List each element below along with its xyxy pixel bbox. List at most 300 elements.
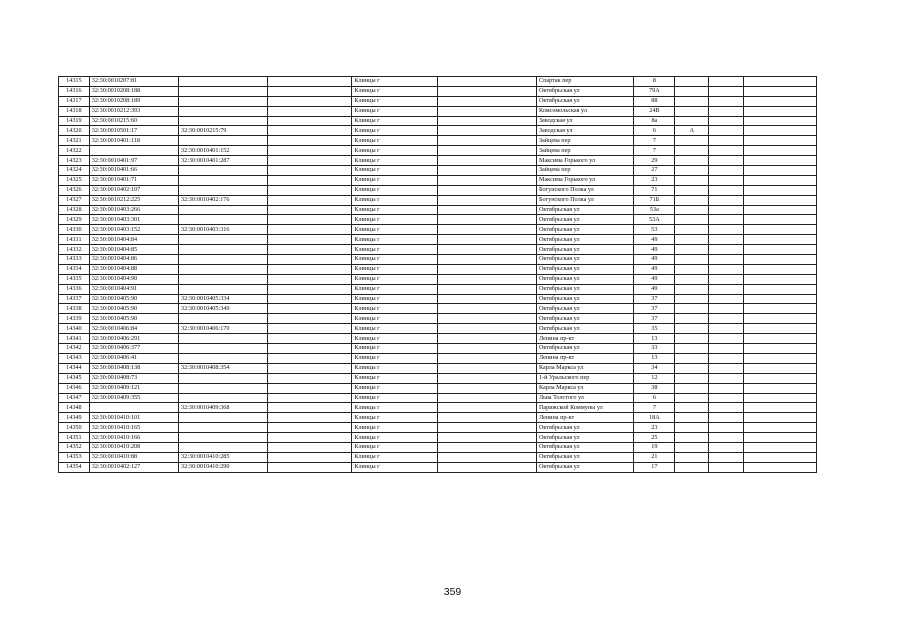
cell-house-number: 53а [634, 205, 675, 215]
cell-settlement-part [438, 126, 536, 136]
cell-street: Октябрьская ул [536, 442, 633, 452]
cell-district [268, 413, 352, 423]
cell-street: Зайцева пер [536, 146, 633, 156]
table-row [59, 363, 817, 373]
cell-apartment [709, 344, 744, 354]
cell-linked-cadastral-number: 32:30:0010215:79 [179, 126, 268, 136]
cell-house-number: 53А [634, 215, 675, 225]
cell-district [268, 274, 352, 284]
cell-apartment [709, 185, 744, 195]
cell-cadastral-number: 32:30:0010408:138 [89, 363, 178, 373]
cell-building-letter [675, 294, 709, 304]
cell-house-number: 6 [634, 126, 675, 136]
cell-street: Октябрьская ул [536, 205, 633, 215]
cell-street: Парижской Коммуны ул [536, 403, 633, 413]
cell-cadastral-number: 32:30:0010501:17 [89, 126, 178, 136]
cell-linked-cadastral-number [179, 373, 268, 383]
cell-row-number: 14351 [59, 433, 90, 443]
cell-settlement-part [438, 433, 536, 443]
cell-building-letter [675, 136, 709, 146]
cell-cadastral-number: 32:30:0010401:71 [89, 175, 178, 185]
cell-settlement-part [438, 195, 536, 205]
table-row [59, 136, 817, 146]
cell-street: Заводская ул [536, 126, 633, 136]
cell-street: Спартак пер [536, 77, 633, 87]
cell-apartment [709, 86, 744, 96]
cell-district [268, 334, 352, 344]
cell-empty [744, 264, 817, 274]
cell-cadastral-number: 32:30:0010410:208 [89, 442, 178, 452]
cell-locality: Клинцы г [352, 294, 438, 304]
cell-cadastral-number: 32:30:0010406:41 [89, 353, 178, 363]
cell-house-number: 7 [634, 403, 675, 413]
cell-district [268, 146, 352, 156]
cell-settlement-part [438, 255, 536, 265]
cell-apartment [709, 215, 744, 225]
cell-house-number: 49 [634, 274, 675, 284]
cell-street: Октябрьская ул [536, 264, 633, 274]
cell-settlement-part [438, 334, 536, 344]
cell-street: Зайцева пер [536, 136, 633, 146]
cell-locality: Клинцы г [352, 433, 438, 443]
cell-linked-cadastral-number: 32:30:0010408:354 [179, 363, 268, 373]
cell-linked-cadastral-number [179, 175, 268, 185]
cell-settlement-part [438, 235, 536, 245]
cell-building-letter [675, 284, 709, 294]
cell-district [268, 156, 352, 166]
cell-linked-cadastral-number [179, 284, 268, 294]
cell-street: Октябрьская ул [536, 423, 633, 433]
cell-house-number: 35 [634, 324, 675, 334]
cell-house-number: 27 [634, 166, 675, 176]
cell-settlement-part [438, 423, 536, 433]
cell-building-letter [675, 245, 709, 255]
cell-empty [744, 274, 817, 284]
cell-cadastral-number [89, 403, 178, 413]
cell-house-number: 23 [634, 423, 675, 433]
cell-locality: Клинцы г [352, 462, 438, 472]
cell-locality: Клинцы г [352, 452, 438, 462]
cell-apartment [709, 334, 744, 344]
cell-street: Ленина пр-кт [536, 413, 633, 423]
cell-row-number: 14350 [59, 423, 90, 433]
cell-house-number: 34 [634, 363, 675, 373]
table-row [59, 413, 817, 423]
cell-building-letter [675, 452, 709, 462]
cell-apartment [709, 235, 744, 245]
cell-settlement-part [438, 413, 536, 423]
cell-district [268, 225, 352, 235]
cell-building-letter [675, 393, 709, 403]
table-row [59, 146, 817, 156]
cell-settlement-part [438, 304, 536, 314]
cell-house-number: 17 [634, 462, 675, 472]
cell-house-number: 49 [634, 264, 675, 274]
cell-district [268, 462, 352, 472]
cell-street: Ленина пр-кт [536, 334, 633, 344]
cell-apartment [709, 166, 744, 176]
cell-settlement-part [438, 225, 536, 235]
cell-cadastral-number: 32:30:0010215:60 [89, 116, 178, 126]
table-row [59, 235, 817, 245]
cell-linked-cadastral-number: 32:30:0010405:334 [179, 294, 268, 304]
cell-building-letter [675, 433, 709, 443]
cell-apartment [709, 255, 744, 265]
cell-linked-cadastral-number: 32:30:0010401:287 [179, 156, 268, 166]
cell-empty [744, 304, 817, 314]
cell-linked-cadastral-number [179, 185, 268, 195]
cell-cadastral-number: 32:30:0010404:84 [89, 235, 178, 245]
cell-settlement-part [438, 462, 536, 472]
cell-cadastral-number: 32:30:0010212:393 [89, 106, 178, 116]
cell-cadastral-number: 32:30:0010405:90 [89, 314, 178, 324]
cell-street: 1-й Уральского пер [536, 373, 633, 383]
cell-locality: Клинцы г [352, 274, 438, 284]
cell-row-number: 14324 [59, 166, 90, 176]
cell-linked-cadastral-number [179, 334, 268, 344]
table-row [59, 462, 817, 472]
cell-linked-cadastral-number [179, 264, 268, 274]
cell-locality: Клинцы г [352, 215, 438, 225]
register-table [58, 76, 817, 473]
cell-apartment [709, 264, 744, 274]
cell-building-letter [675, 324, 709, 334]
cell-district [268, 373, 352, 383]
cell-row-number: 14348 [59, 403, 90, 413]
cell-house-number: 13 [634, 353, 675, 363]
cell-cadastral-number: 32:30:0010402:107 [89, 185, 178, 195]
cell-apartment [709, 126, 744, 136]
table-row [59, 185, 817, 195]
cell-house-number: 8 [634, 77, 675, 87]
cell-row-number: 14330 [59, 225, 90, 235]
table-row [59, 175, 817, 185]
cell-cadastral-number: 32:30:0010406:377 [89, 344, 178, 354]
cell-apartment [709, 363, 744, 373]
cell-settlement-part [438, 284, 536, 294]
cell-building-letter [675, 334, 709, 344]
cell-apartment [709, 225, 744, 235]
cell-house-number: 71Б [634, 195, 675, 205]
cell-locality: Клинцы г [352, 225, 438, 235]
cell-house-number: 49 [634, 235, 675, 245]
cell-apartment [709, 175, 744, 185]
cell-district [268, 116, 352, 126]
cell-linked-cadastral-number [179, 423, 268, 433]
cell-cadastral-number: 32:30:0010405:90 [89, 304, 178, 314]
cell-district [268, 235, 352, 245]
cell-row-number: 14319 [59, 116, 90, 126]
table-row [59, 264, 817, 274]
cell-row-number: 14354 [59, 462, 90, 472]
cell-linked-cadastral-number: 32:30:0010403:316 [179, 225, 268, 235]
cell-house-number: 7 [634, 136, 675, 146]
cell-cadastral-number: 32:30:0010408:73 [89, 373, 178, 383]
cell-linked-cadastral-number [179, 344, 268, 354]
cell-empty [744, 452, 817, 462]
cell-house-number: 24В [634, 106, 675, 116]
cell-settlement-part [438, 156, 536, 166]
cell-district [268, 205, 352, 215]
cell-locality: Клинцы г [352, 136, 438, 146]
cell-district [268, 96, 352, 106]
cell-apartment [709, 423, 744, 433]
cell-street: Октябрьская ул [536, 304, 633, 314]
cell-apartment [709, 353, 744, 363]
cell-linked-cadastral-number [179, 166, 268, 176]
cell-apartment [709, 106, 744, 116]
table-row [59, 284, 817, 294]
cell-street: Карла Маркса ул [536, 383, 633, 393]
cell-cadastral-number: 32:30:0010207:81 [89, 77, 178, 87]
cell-building-letter [675, 264, 709, 274]
cell-linked-cadastral-number: 32:30:0010409:368 [179, 403, 268, 413]
cell-empty [744, 245, 817, 255]
cell-building-letter [675, 274, 709, 284]
table-row [59, 215, 817, 225]
cell-empty [744, 314, 817, 324]
cell-empty [744, 442, 817, 452]
cell-cadastral-number [89, 146, 178, 156]
cell-row-number: 14337 [59, 294, 90, 304]
cell-apartment [709, 373, 744, 383]
cell-building-letter [675, 166, 709, 176]
cell-cadastral-number: 32:30:0010403:266 [89, 205, 178, 215]
table-row [59, 77, 817, 87]
cell-empty [744, 106, 817, 116]
cell-street: Октябрьская ул [536, 255, 633, 265]
cell-settlement-part [438, 373, 536, 383]
cell-building-letter [675, 116, 709, 126]
cell-district [268, 403, 352, 413]
cell-linked-cadastral-number: 32:30:0010402:176 [179, 195, 268, 205]
cell-cadastral-number: 32:30:0010410:101 [89, 413, 178, 423]
table-row [59, 373, 817, 383]
cell-row-number: 14326 [59, 185, 90, 195]
cell-district [268, 442, 352, 452]
cell-building-letter [675, 344, 709, 354]
table-row [59, 245, 817, 255]
cell-row-number: 14336 [59, 284, 90, 294]
cell-apartment [709, 403, 744, 413]
table-row [59, 156, 817, 166]
cell-linked-cadastral-number [179, 442, 268, 452]
cell-district [268, 344, 352, 354]
cell-settlement-part [438, 363, 536, 373]
cell-empty [744, 423, 817, 433]
cell-apartment [709, 77, 744, 87]
cell-row-number: 14339 [59, 314, 90, 324]
cell-row-number: 14328 [59, 205, 90, 215]
cell-house-number: 49 [634, 245, 675, 255]
cell-locality: Клинцы г [352, 255, 438, 265]
cell-empty [744, 116, 817, 126]
cell-building-letter [675, 442, 709, 452]
cell-house-number: 12 [634, 373, 675, 383]
cell-street: Октябрьская ул [536, 225, 633, 235]
cell-district [268, 106, 352, 116]
cell-house-number: 21 [634, 452, 675, 462]
cell-apartment [709, 413, 744, 423]
cell-apartment [709, 324, 744, 334]
cell-street: Октябрьская ул [536, 215, 633, 225]
cell-house-number: 25 [634, 433, 675, 443]
table-row [59, 225, 817, 235]
cell-building-letter [675, 195, 709, 205]
cell-row-number: 14315 [59, 77, 90, 87]
cell-building-letter [675, 373, 709, 383]
cell-building-letter [675, 106, 709, 116]
cell-cadastral-number: 32:30:0010410:166 [89, 433, 178, 443]
cell-locality: Клинцы г [352, 423, 438, 433]
cell-settlement-part [438, 442, 536, 452]
cell-locality: Клинцы г [352, 126, 438, 136]
cell-settlement-part [438, 324, 536, 334]
cell-building-letter [675, 363, 709, 373]
cell-empty [744, 96, 817, 106]
cell-house-number: 49 [634, 255, 675, 265]
cell-empty [744, 255, 817, 265]
cell-street: Октябрьская ул [536, 314, 633, 324]
table-row [59, 304, 817, 314]
cell-empty [744, 393, 817, 403]
cell-cadastral-number: 32:30:0010208:188 [89, 86, 178, 96]
cell-district [268, 304, 352, 314]
cell-house-number: 29 [634, 156, 675, 166]
cell-row-number: 14323 [59, 156, 90, 166]
cell-apartment [709, 245, 744, 255]
cell-settlement-part [438, 166, 536, 176]
cell-settlement-part [438, 116, 536, 126]
cell-linked-cadastral-number: 32:30:0010401:152 [179, 146, 268, 156]
cell-empty [744, 86, 817, 96]
cell-district [268, 185, 352, 195]
cell-row-number: 14338 [59, 304, 90, 314]
cell-building-letter [675, 423, 709, 433]
cell-row-number: 14344 [59, 363, 90, 373]
cell-locality: Клинцы г [352, 116, 438, 126]
table-row [59, 314, 817, 324]
cell-district [268, 175, 352, 185]
cell-building-letter [675, 353, 709, 363]
cell-linked-cadastral-number [179, 413, 268, 423]
cell-street: Октябрьская ул [536, 235, 633, 245]
cell-empty [744, 433, 817, 443]
cell-apartment [709, 304, 744, 314]
cell-locality: Клинцы г [352, 175, 438, 185]
cell-street: Зайцева пер [536, 166, 633, 176]
cell-locality: Клинцы г [352, 185, 438, 195]
cell-settlement-part [438, 393, 536, 403]
cell-building-letter [675, 235, 709, 245]
cell-house-number: 33 [634, 344, 675, 354]
cell-street: Октябрьская ул [536, 344, 633, 354]
cell-settlement-part [438, 344, 536, 354]
cell-apartment [709, 96, 744, 106]
cell-building-letter [675, 304, 709, 314]
cell-row-number: 14329 [59, 215, 90, 225]
cell-street: Льва Толстого ул [536, 393, 633, 403]
cell-street: Богунского Полка ул [536, 185, 633, 195]
table-row [59, 274, 817, 284]
cell-cadastral-number: 32:30:0010404:86 [89, 255, 178, 265]
cell-building-letter [675, 185, 709, 195]
cell-district [268, 353, 352, 363]
cell-row-number: 14347 [59, 393, 90, 403]
table-row [59, 423, 817, 433]
cell-district [268, 433, 352, 443]
cell-apartment [709, 433, 744, 443]
table-row [59, 393, 817, 403]
cell-cadastral-number: 32:30:0010409:121 [89, 383, 178, 393]
cell-empty [744, 195, 817, 205]
cell-linked-cadastral-number [179, 245, 268, 255]
cell-street: Заводская ул [536, 116, 633, 126]
cell-apartment [709, 452, 744, 462]
cell-house-number: 79А [634, 86, 675, 96]
cell-empty [744, 146, 817, 156]
cell-empty [744, 225, 817, 235]
cell-empty [744, 215, 817, 225]
cell-locality: Клинцы г [352, 324, 438, 334]
cell-district [268, 195, 352, 205]
cell-linked-cadastral-number [179, 96, 268, 106]
cell-apartment [709, 195, 744, 205]
table-row [59, 324, 817, 334]
cell-linked-cadastral-number: 32:30:0010406:170 [179, 324, 268, 334]
cell-district [268, 77, 352, 87]
cell-locality: Клинцы г [352, 383, 438, 393]
cell-settlement-part [438, 452, 536, 462]
cell-cadastral-number: 32:30:0010405:90 [89, 294, 178, 304]
cell-street: Ленина пр-кт [536, 353, 633, 363]
cell-cadastral-number: 32:30:0010404:88 [89, 264, 178, 274]
cell-street: Октябрьская ул [536, 433, 633, 443]
cell-settlement-part [438, 86, 536, 96]
cell-locality: Клинцы г [352, 344, 438, 354]
cell-apartment [709, 205, 744, 215]
cell-linked-cadastral-number [179, 116, 268, 126]
cell-building-letter [675, 175, 709, 185]
cell-cadastral-number: 32:30:0010401:118 [89, 136, 178, 146]
cell-row-number: 14333 [59, 255, 90, 265]
cell-district [268, 363, 352, 373]
cell-row-number: 14321 [59, 136, 90, 146]
cell-building-letter: А [675, 126, 709, 136]
cell-locality: Клинцы г [352, 304, 438, 314]
cell-street: Октябрьская ул [536, 462, 633, 472]
cell-row-number: 14335 [59, 274, 90, 284]
cell-empty [744, 462, 817, 472]
cell-settlement-part [438, 146, 536, 156]
cell-cadastral-number: 32:30:0010404:85 [89, 245, 178, 255]
cell-row-number: 14349 [59, 413, 90, 423]
cell-locality: Клинцы г [352, 363, 438, 373]
cell-row-number: 14345 [59, 373, 90, 383]
cell-linked-cadastral-number [179, 353, 268, 363]
cell-house-number: 13 [634, 334, 675, 344]
table-row [59, 166, 817, 176]
cell-house-number: 49 [634, 284, 675, 294]
cell-building-letter [675, 86, 709, 96]
cell-locality: Клинцы г [352, 235, 438, 245]
table-row [59, 86, 817, 96]
table-row [59, 442, 817, 452]
cell-district [268, 126, 352, 136]
cell-linked-cadastral-number [179, 215, 268, 225]
cell-house-number: 19 [634, 442, 675, 452]
cell-empty [744, 185, 817, 195]
